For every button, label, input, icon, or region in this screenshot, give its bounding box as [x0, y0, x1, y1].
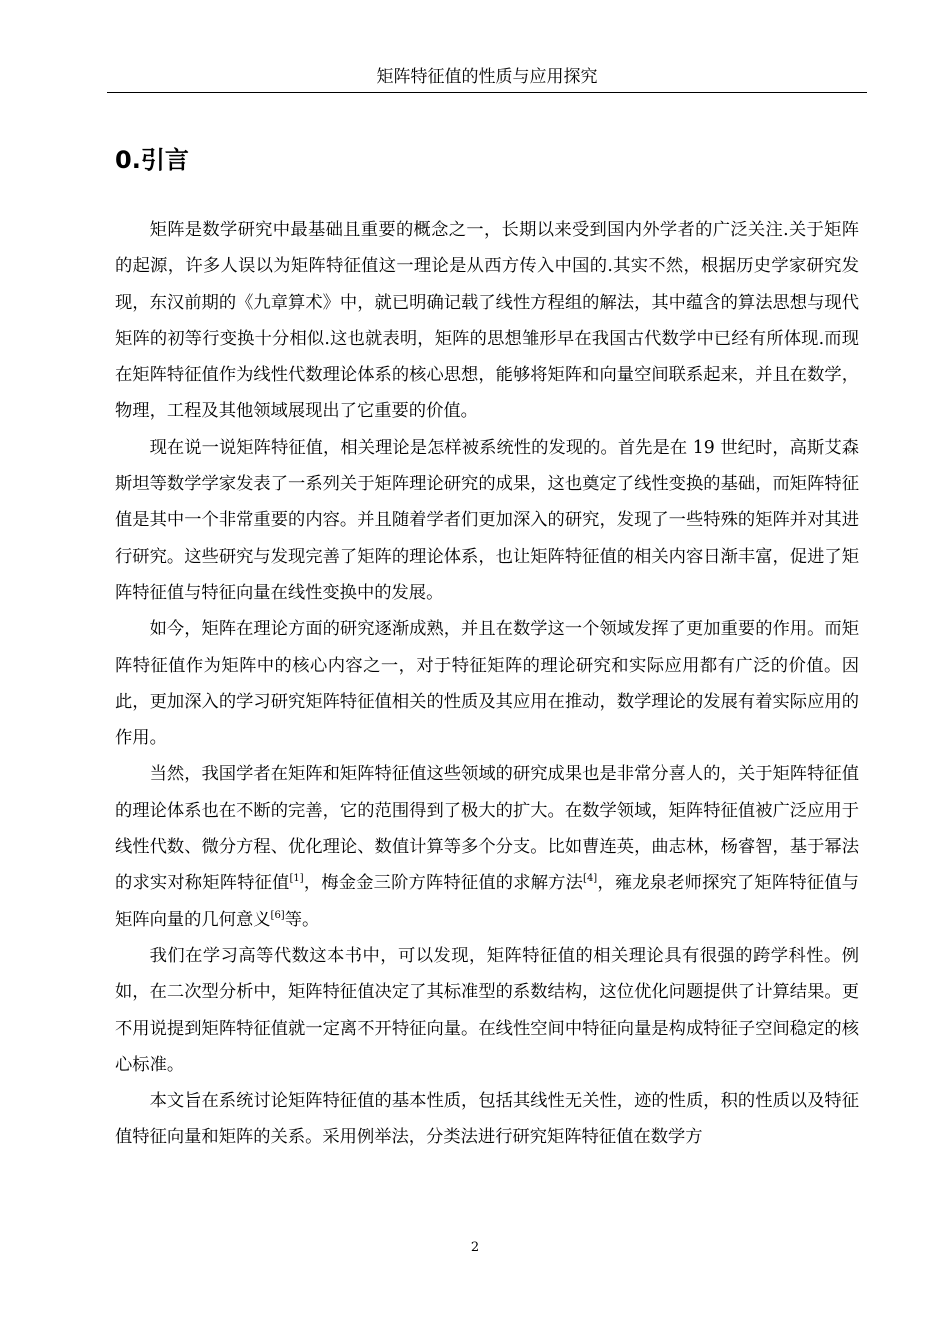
paragraph-text: 当然，我国学者在矩阵和矩阵特征值这些领域的研究成果也是非常分喜人的，关于矩阵特征值的理论体系也在不断的完善，它的范围得到了极大的扩大。在数学领域，矩阵特征值被广泛应用于线性代数、微分方程、优化理论、数值计算等多个分支。比如曹连英，曲志林，杨睿智，基于幂法的求实对称矩阵特征值	[115, 764, 859, 894]
paragraph: 矩阵是数学研究中最基础且重要的概念之一，长期以来受到国内外学者的广泛关注.关于矩阵的起源，许多人误以为矩阵特征值这一理论是从西方传入中国的.其实不然，根据历史学家研究发现，东汉前期的《九章算术》中，就已明确记载了线性方程组的解法，其中蕴含的算法思想与现代矩阵的初等行变换十分相似.这也就表明，矩阵的思想雏形早在我国古代数学中已经有所体现.而现在矩阵特征值作为线性代数理论体系的核心思想，能够将矩阵和向量空间联系起来，并且在数学，物理，工程及其他领域展现出了它重要的价值。	[115, 220, 859, 422]
paragraph: 现在说一说矩阵特征值，相关理论是怎样被系统性的发现的。首先是在 19 世纪时，高斯艾森斯坦等数学学家发表了一系列关于矩阵理论研究的成果，这也奠定了线性变换的基础，而矩阵特征值是其中一个非常重要的内容。并且随着学者们更加深入的研究，发现了一些特殊的矩阵并对其进行研究。这些研究与发现完善了矩阵的理论体系，也让矩阵特征值的相关内容日渐丰富，促进了矩阵特征值与特征向量在线性变换中的发展。	[115, 437, 859, 603]
citation-ref: [4]	[583, 873, 598, 885]
paragraph	[115, 756, 859, 937]
page-number: 2	[470, 1240, 480, 1255]
section-title: 0.引言	[115, 146, 189, 174]
paragraph-text: ，梅金金三阶方阵特征值的求解方法	[303, 873, 584, 894]
paragraph: 如今，矩阵在理论方面的研究逐渐成熟，并且在数学这一个领域发挥了更加重要的作用。而矩阵特征值作为矩阵中的核心内容之一，对于特征矩阵的理论研究和实际应用都有广泛的价值。因此，更加深入的学习研究矩阵特征值相关的性质及其应用在推动，数学理论的发展有着实际应用的作用。	[115, 619, 859, 749]
citation-ref: [6]	[270, 909, 285, 921]
paragraph: 我们在学习高等代数这本书中，可以发现，矩阵特征值的相关理论具有很强的跨学科性。例如，在二次型分析中，矩阵特征值决定了其标准型的系数结构，这位优化问题提供了计算结果。更不用说提到矩阵特征值就一定离不开特征向量。在线性空间中特征向量是构成特征子空间稳定的核心标准。	[115, 945, 859, 1075]
header-title: 矩阵特征值的性质与应用探究	[376, 67, 598, 87]
paragraph-text: 等。	[284, 909, 320, 930]
body-text	[115, 212, 859, 1156]
citation-ref: [1]	[289, 873, 304, 885]
paragraph: 本文旨在系统讨论矩阵特征值的基本性质，包括其线性无关性，迹的性质，积的性质以及特征值特征向量和矩阵的关系。采用例举法，分类法进行研究矩阵特征值在数学方	[115, 1091, 859, 1148]
page-header	[107, 64, 867, 93]
paragraph-text: ，雍龙泉老师探究了矩阵特征值与矩阵向量的几何意义	[115, 873, 859, 930]
